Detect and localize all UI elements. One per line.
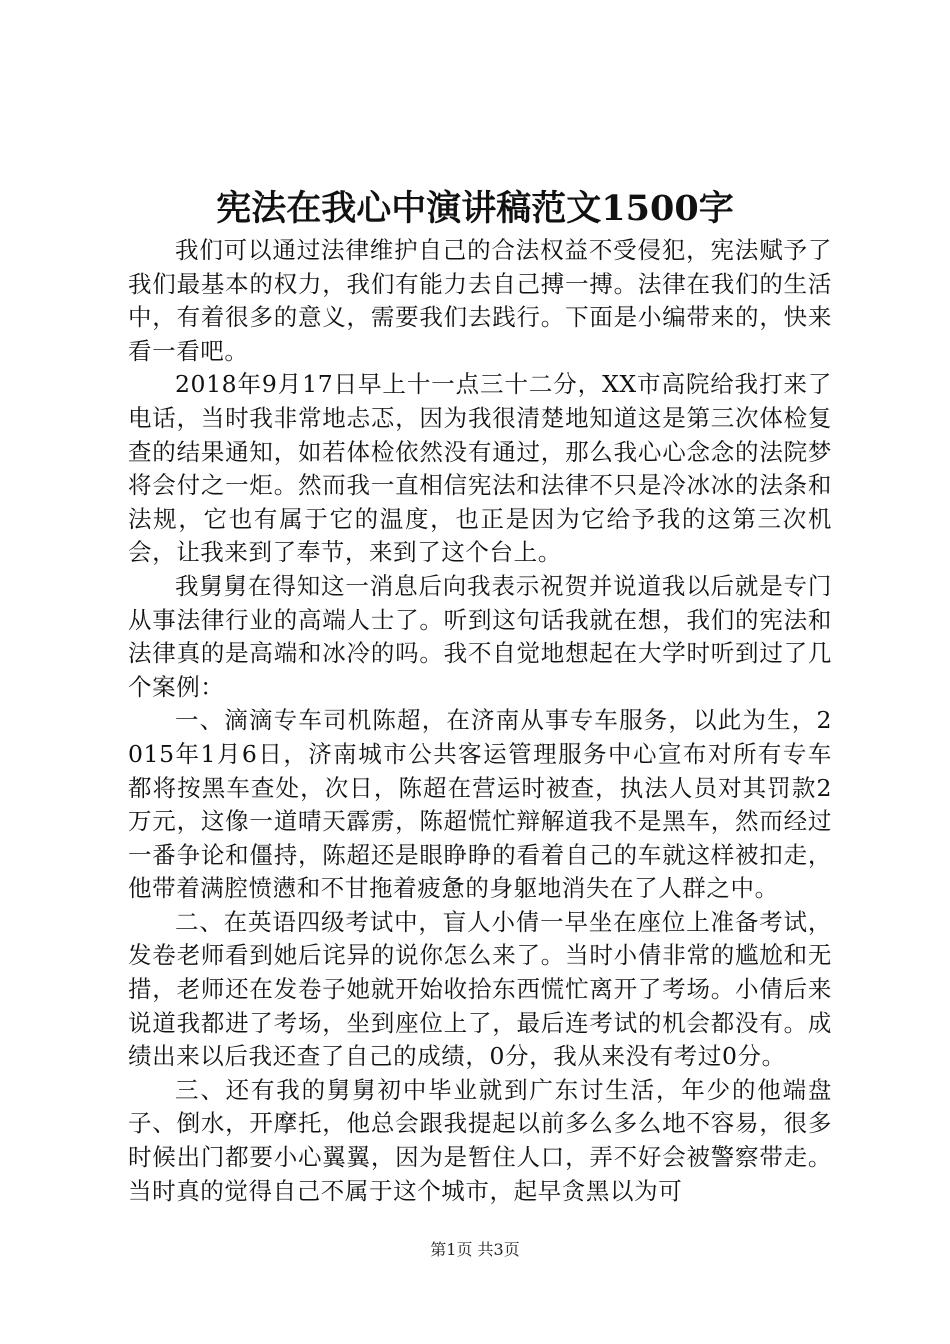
paragraph-case-three: 三、还有我的舅舅初中毕业就到广东讨生活，年少的他端盘子、倒水，开摩托，他总会跟我提起以前多么多么地不容易，很多时候出门都要小心翼翼，因为是暂住人口，弄不好会被警察带走。当时真的觉得自己不属于这个城市，起早贪黑以为可: [128, 1075, 832, 1205]
paragraph-case-one: 一、滴滴专车司机陈超，在济南从事专车服务，以此为生，2015年1月6日，济南城市公共客运管理服务中心宣布对所有专车都将按黑车查处，次日，陈超在营运时被查，执法人员对其罚款2万元，这像一道晴天霹雳，陈超慌忙辩解道我不是黑车，然而经过一番争论和僵持，陈超还是眼睁睁的看着自己的车就这样被扣走，他带着满腔愤懑和不甘拖着疲惫的身躯地消失在了人群之中。: [128, 706, 832, 903]
document-title: 宪法在我心中演讲稿范文1500字: [216, 188, 734, 229]
page-footer: 第1页 共3页: [430, 1240, 520, 1259]
document-body: [128, 234, 832, 1208]
paragraph-phone-call: 2018年9月17日早上十一点三十二分，XX市高院给我打来了电话，当时我非常地忐忑，因为我很清楚地知道这是第三次体检复查的结果通知，如若体检依然没有通过，那么我心心念念的法院梦将会付之一炬。然而我一直相信宪法和法律不只是冷冰冰的法条和法规，它也有属于它的温度，也正是因为它给予我的这第三次机会，让我来到了奉节，来到了这个台上。: [128, 370, 832, 567]
paragraph-intro: 我们可以通过法律维护自己的合法权益不受侵犯，宪法赋予了我们最基本的权力，我们有能力去自己搏一搏。法律在我们的生活中，有着很多的意义，需要我们去践行。下面是小编带来的，快来看一看吧。: [128, 236, 832, 365]
paragraph-uncle: 我舅舅在得知这一消息后向我表示祝贺并说道我以后就是专门从事法律行业的高端人士了。听到这句话我就在想，我们的宪法和法律真的是高端和冰冷的吗。我不自觉地想起在大学时听到过了几个案例：: [128, 571, 832, 701]
paragraph-case-two: 二、在英语四级考试中，盲人小倩一早坐在座位上准备考试，发卷老师看到她后诧异的说你怎么来了。当时小倩非常的尴尬和无措，老师还在发卷子她就开始收拾东西慌忙离开了考场。小倩后来说道我都进了考场，坐到座位上了，最后连考试的机会都没有。成绩出来以后我还查了自己的成绩，0分，我从来没有考过0分。: [128, 907, 832, 1071]
